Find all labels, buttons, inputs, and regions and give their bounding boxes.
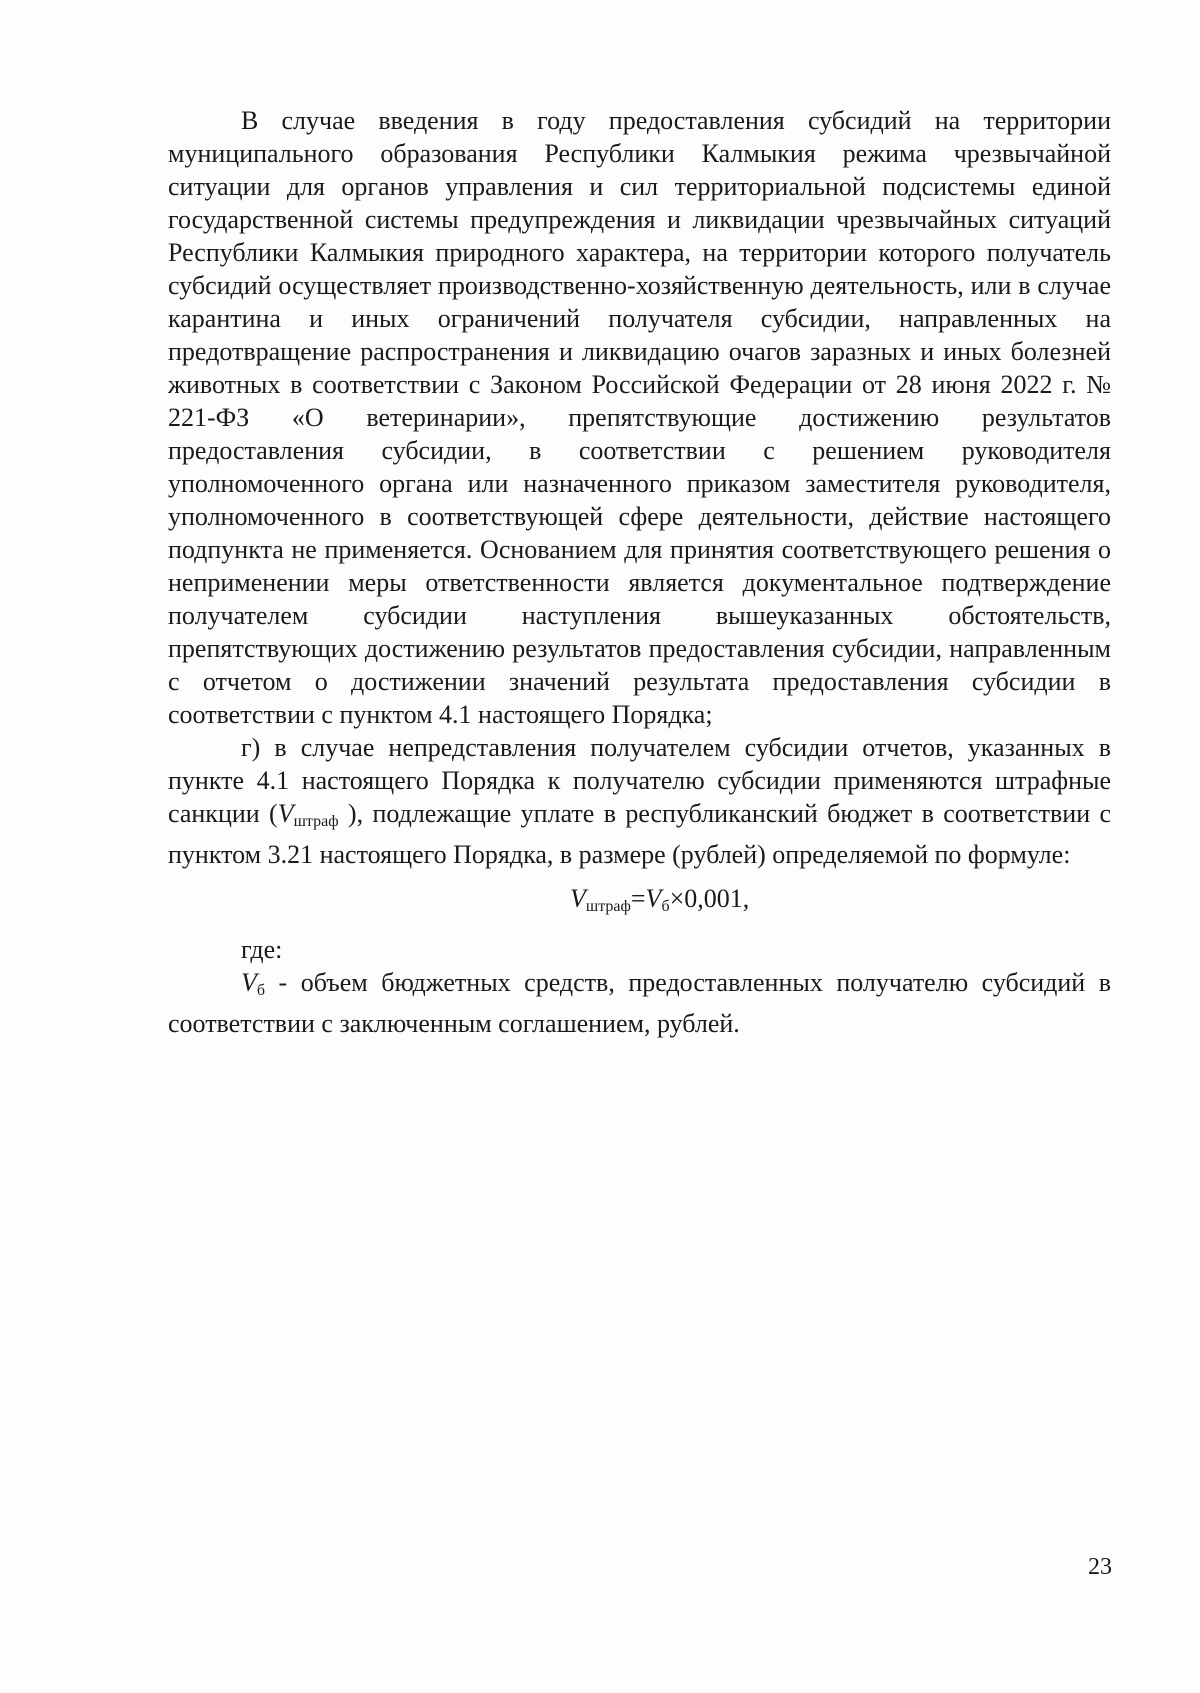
page-number: 23 [1088,1554,1112,1580]
penalty-formula [168,879,1111,927]
penalty-variable-subscript: штраф [293,813,339,830]
where-label: где: [241,935,283,964]
penalty-text-before: г) в случае непредставления получателем субсидии отчетов, указанных в пункте 4.1 настоящего Порядка к получателю субсидии применяются штрафные санкции ( [168,733,1111,828]
definition-variable: V [241,968,257,997]
paragraph-definition [168,966,1111,1040]
formula-rhs-variable: V [645,884,662,913]
paragraph-emergency-exemption: В случае введения в году предоставления субсидий на территории муниципального образования Республики Калмыкия режима чрезвычайной ситуации для органов управления и сил территориальной подсистемы единой государственной системы предупреждения и ликвидации чрезвычайных ситуаций Республики Калмыкия природного характера, на территории которого получатель субсидий осуществляет производственно-хозяйственную деятельность, или в случае карантина и иных ограничений получателя субсидии, направленных на предотвращение распространения и ликвидацию очагов заразных и иных болезней животных в соответствии с Законом Российской Федерации от 28 июня 2022 г. № 221-ФЗ «О ветеринарии», препятствующие достижению результатов предоставления субсидии, в соответствии с решением руководителя уполномоченного органа или назначенного приказом заместителя руководителя, уполномоченного в соответствующей сфере деятельности, действие настоящего подпункта не применяется. Основанием для принятия соответствующего решения о неприменении меры ответственности является документальное подтверждение получателем субсидии наступления вышеуказанных обстоятельств, препятствующих достижению результатов предоставления субсидии, направленным с отчетом о достижении значений результата предоставления субсидии в соответствии с пунктом 4.1 настоящего Порядка; [168,106,1111,729]
definition-variable-subscript: б [256,982,266,999]
penalty-variable: V [277,799,294,828]
formula-rhs-subscript: б [661,898,670,915]
penalty-text-after: ), подлежащие уплате в республиканский бюджет в соответствии с пунктом 3.21 настоящего Порядка, в размере (рублей) определяемой по формуле: [168,799,1111,869]
formula-equals: = [630,884,646,913]
paragraph-penalty-sanctions [168,731,1111,871]
formula-operator: × [669,884,685,913]
formula-lhs-variable: V [570,884,586,913]
document-body [168,104,1111,1040]
formula-coefficient: 0,001, [684,884,750,913]
formula-lhs-subscript: штраф [585,898,631,915]
definition-text: - объем бюджетных средств, предоставленных получателю субсидий в соответствии с заключенным соглашением, рублей. [168,968,1111,1038]
